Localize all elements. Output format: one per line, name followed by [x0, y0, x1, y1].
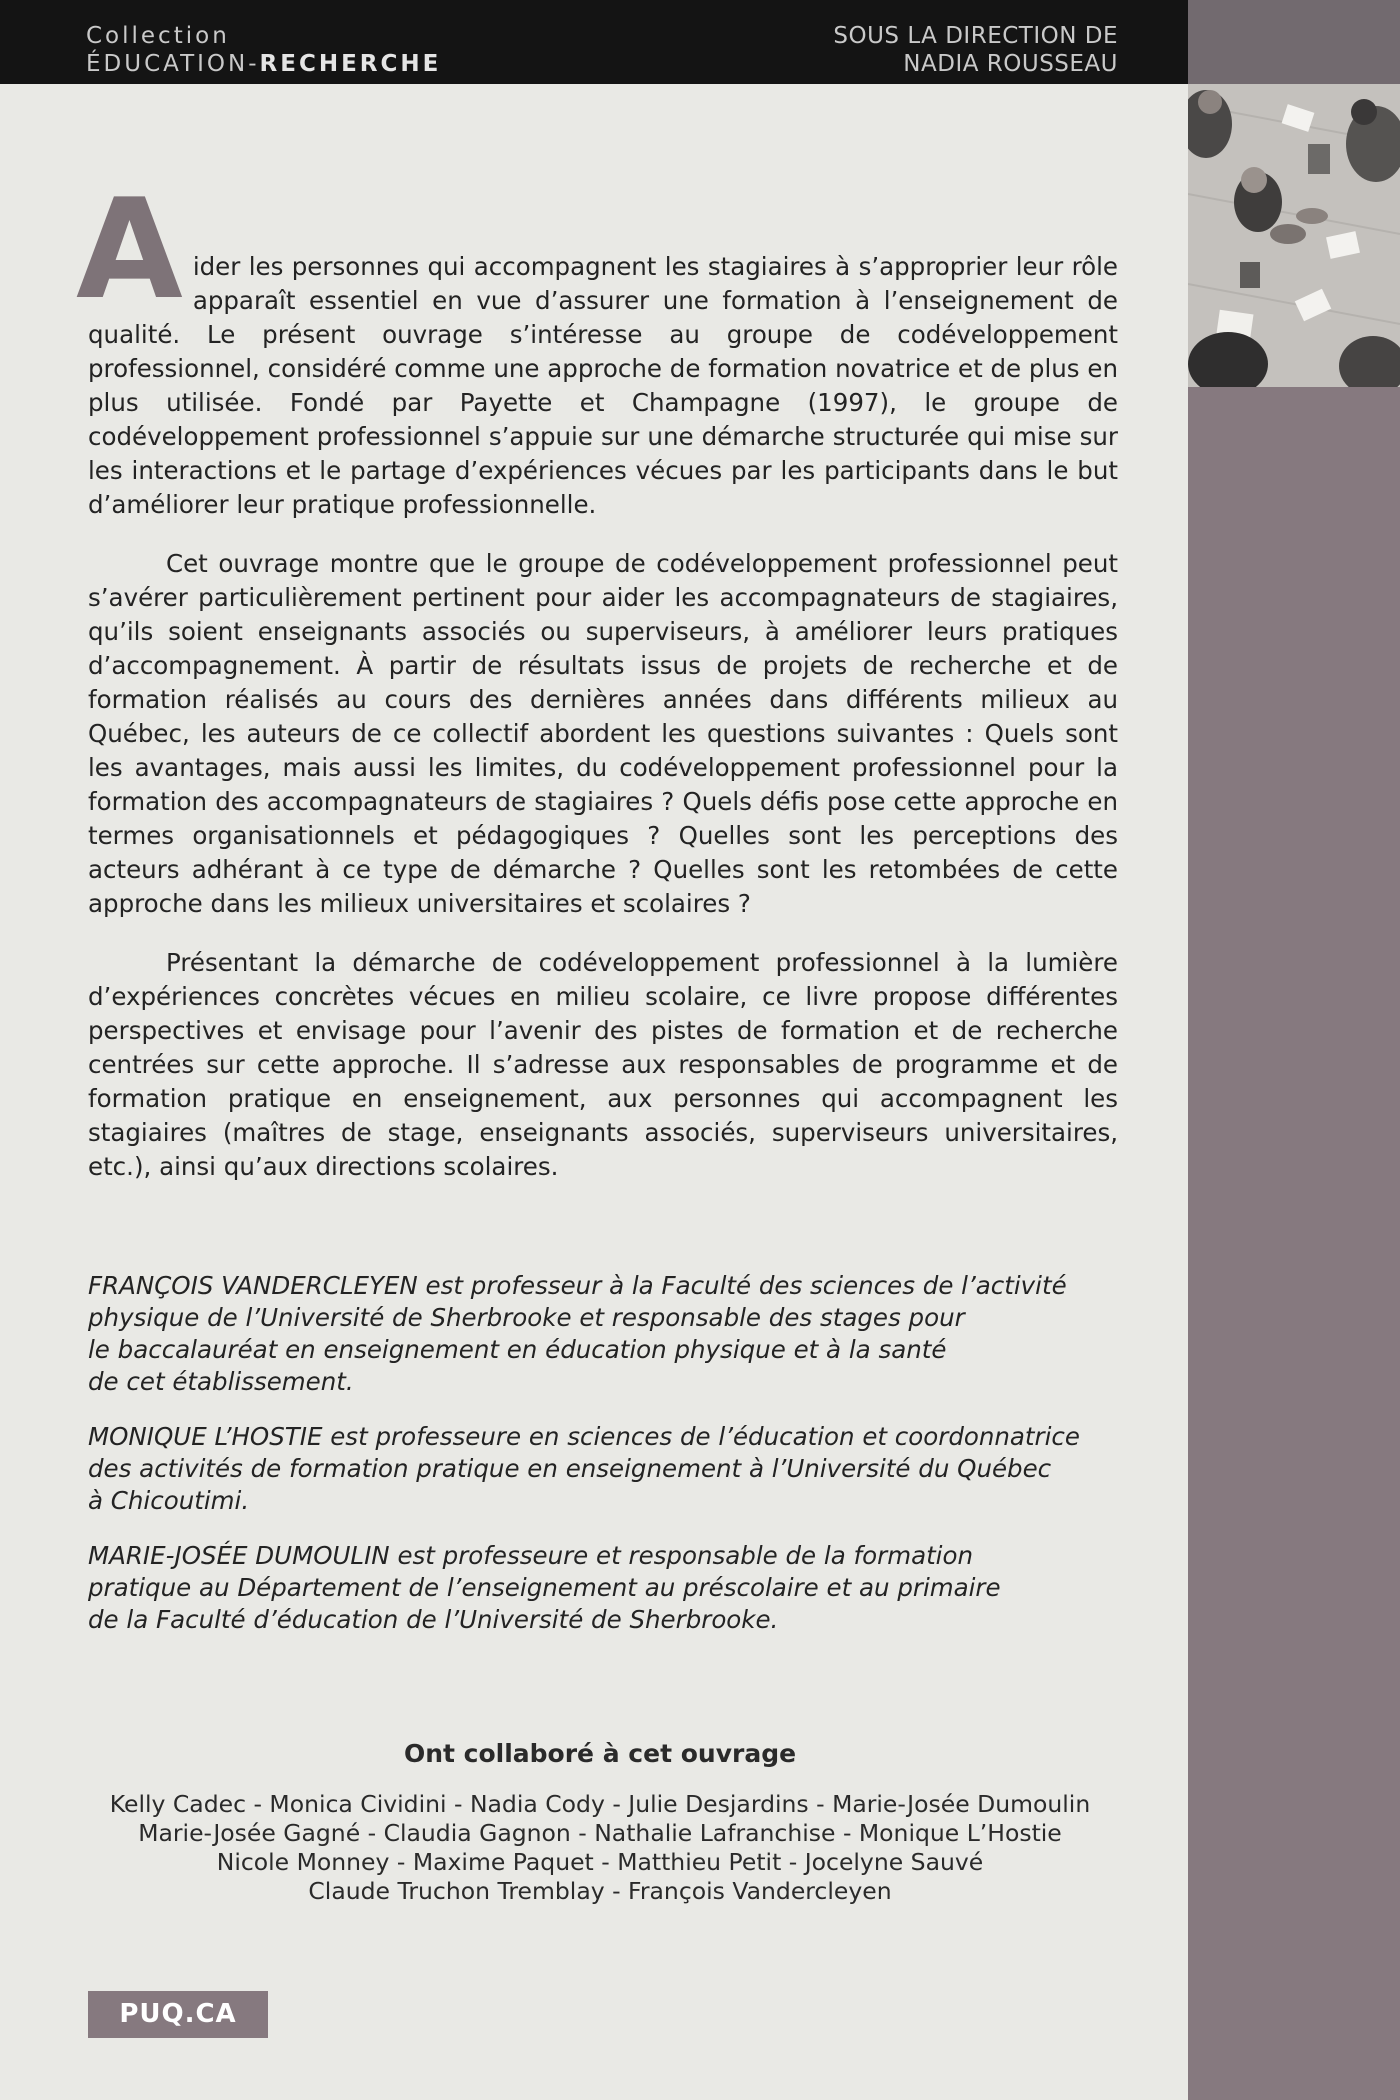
- publisher-link[interactable]: PUQ.CA: [88, 1991, 268, 2038]
- bio-line: pratique au Département de l’enseignement au préscolaire et au primaire: [88, 1573, 1001, 1602]
- bio-dumoulin: [88, 1540, 1118, 1636]
- collection-label: Collection: [86, 23, 230, 49]
- bio-line: à Chicoutimi.: [88, 1486, 250, 1515]
- bio-lhostie: [88, 1421, 1118, 1517]
- series-name: [86, 50, 441, 78]
- series-bold: RECHERCHE: [259, 51, 442, 77]
- editor-name: NADIA ROUSSEAU: [903, 51, 1118, 77]
- summary-text: [76, 169, 1118, 1209]
- bio-line: est professeure en sciences de l’éducation et coordonnatrice: [330, 1422, 1080, 1451]
- paragraph-1: [76, 169, 1118, 522]
- bio-line: de cet établissement.: [88, 1367, 354, 1396]
- bio-name: MARIE-JOSÉE DUMOULIN: [88, 1541, 390, 1570]
- collaborators-line: Nicole Monney - Maxime Paquet - Matthieu Petit - Jocelyne Sauvé: [216, 1848, 984, 1876]
- author-bios: [88, 1270, 1118, 1659]
- bio-line: des activités de formation pratique en enseignement à l’Université du Québec: [88, 1454, 1052, 1483]
- cover-photo: [1188, 84, 1400, 387]
- bio-line: est professeure et responsable de la formation: [397, 1541, 974, 1570]
- collaborators-line: Kelly Cadec - Monica Cividini - Nadia Cody - Julie Desjardins - Marie-Josée Dumoulin: [109, 1790, 1091, 1818]
- side-band-top: [1188, 0, 1400, 84]
- group-meeting-photo-illustration: [1188, 84, 1400, 387]
- series-prefix: ÉDUCATION-: [86, 51, 260, 77]
- paragraph-1-text: ider les personnes qui accompagnent les stagiaires à s’approprier leur rôle apparaît essentiel en vue d’assurer une formation à l’enseignement de qualité. Le présent ouvrage s’intéresse au groupe de codéveloppement professionnel, considéré comme une approche de formation novatrice et de plus en plus utilisée. Fondé par Payette et Champagne (1997), le groupe de codéveloppement professionnel s’appuie sur une démarche structurée qui mise sur les interactions et le partage d’expériences vécues par les participants dans le but d’améliorer leur pratique professionnelle.: [88, 252, 1118, 519]
- drop-cap: A: [76, 169, 183, 330]
- collection-header: [0, 0, 1188, 84]
- bio-line: de la Faculté d’éducation de l’Université de Sherbrooke.: [88, 1605, 779, 1634]
- bio-name: FRANÇOIS VANDERCLEYEN: [88, 1271, 418, 1300]
- collaborators-title: Ont collaboré à cet ouvrage: [403, 1739, 797, 1768]
- collaborators-line: Claude Truchon Tremblay - François Vandercleyen: [308, 1877, 892, 1905]
- direction-label: SOUS LA DIRECTION DE: [833, 23, 1118, 49]
- bio-line: est professeur à la Faculté des sciences de l’activité: [425, 1271, 1067, 1300]
- collaborators-line: Marie-Josée Gagné - Claudia Gagnon - Nathalie Lafranchise - Monique L’Hostie: [138, 1819, 1062, 1847]
- paragraph-3: Présentant la démarche de codéveloppement professionnel à la lumière d’expériences concrètes vécues en milieu scolaire, ce livre propose différentes perspectives et envisage pour l’avenir des pistes de formation et de recherche centrées sur cette approche. Il s’adresse aux responsables de programme et de formation pratique en enseignement, aux personnes qui accompagnent les stagiaires (maîtres de stage, enseignants associés, superviseurs universitaires, etc.), ainsi qu’aux directions scolaires.: [88, 948, 1118, 1181]
- bio-name: MONIQUE L’HOSTIE: [88, 1422, 323, 1451]
- bio-line: physique de l’Université de Sherbrooke et responsable des stages pour: [88, 1303, 965, 1332]
- bio-vandercleyen: [88, 1270, 1118, 1398]
- collaborators-list: [0, 1790, 1200, 1906]
- bio-line: le baccalauréat en enseignement en éducation physique et à la santé: [88, 1335, 947, 1364]
- paragraph-2: Cet ouvrage montre que le groupe de codéveloppement professionnel peut s’avérer particulièrement pertinent pour aider les accompagnateurs de stagiaires, qu’ils soient enseignants associés ou superviseurs, à améliorer leurs pratiques d’accompagnement. À partir de résultats issus de projets de recherche et de formation réalisés au cours des dernières années dans différents milieux au Québec, les auteurs de ce collectif abordent les questions suivantes : Quels sont les avantages, mais aussi les limites, du codéveloppement professionnel pour la formation des accompagnateurs de stagiaires ? Quels défis pose cette approche en termes organisationnels et pédagogiques ? Quelles sont les perceptions des acteurs adhérant à ce type de démarche ? Quelles sont les retombées de cette approche dans les milieux universitaires et scolaires ?: [88, 549, 1118, 918]
